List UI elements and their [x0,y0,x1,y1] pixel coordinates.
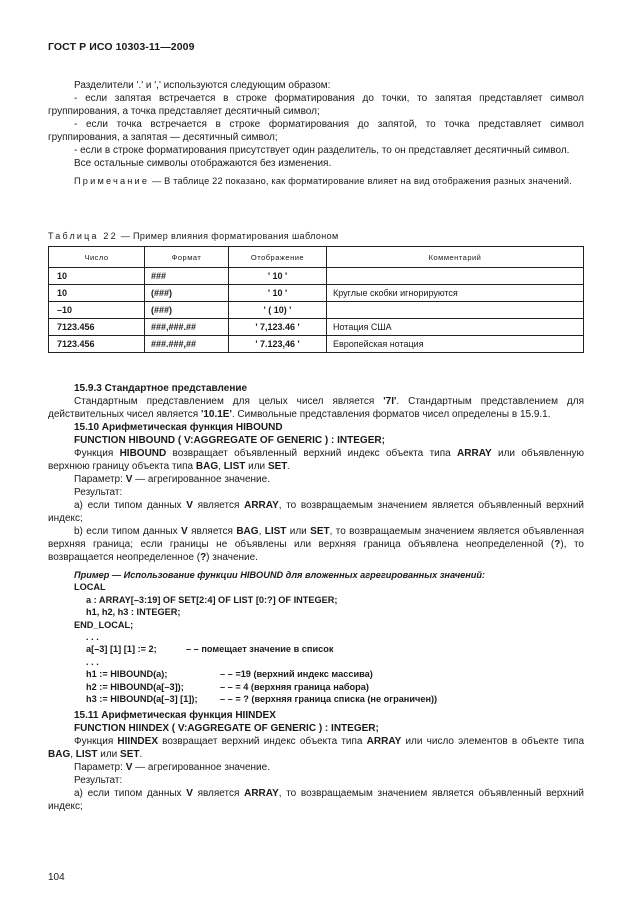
header-number: Число [49,247,145,268]
text-span: — агрегированное значение. [132,762,270,774]
cell-number: 10 [49,268,145,285]
intro-block [48,79,584,188]
text-span: , [218,461,224,472]
code-span: ? [200,552,207,563]
code-h3-line [48,693,584,705]
format-table [48,246,584,353]
parameter-line [48,761,584,774]
code-end-local: END_LOCAL; [74,619,134,630]
code-span: LIST [75,749,98,761]
table-caption-label: Таблица 22 [48,231,118,241]
text-span: Параметр: [74,474,126,485]
code-span: HIINDEX [117,736,158,748]
code-span: ARRAY [366,736,402,748]
cell-display: ' ( 10) ' [229,302,327,319]
parameter-line [48,473,584,486]
table-caption [48,231,339,241]
intro-line-1: Разделители '.' и ',' используются следующим образом: [74,80,331,91]
example-block [48,569,584,705]
code-h3: h3 := HIBOUND(a[–3] [1]); [86,694,198,705]
function-signature: FUNCTION HIBOUND ( V:AGGREGATE OF GENERIC ) : INTEGER; [74,435,385,446]
result-a [48,787,584,813]
text-span: , [70,749,76,761]
text-span: или [97,749,121,761]
function-signature: FUNCTION HIINDEX ( V:AGGREGATE OF GENERIC ) : INTEGER; [74,723,379,735]
table-header-row [49,247,584,268]
text-span: а) если типом данных [74,500,187,511]
code-dots-2: . . . [86,656,99,667]
function-description [48,735,584,761]
cell-number: 7123.456 [49,336,145,353]
text-span: , то возвращаемым значением является объявленная верхняя граница; если границы не объявлены или верхняя граница объявлена неопределенной ( [48,526,585,550]
code-h2-comment: – – = 4 (верхняя граница набора) [220,681,369,692]
text-span: . [287,461,291,472]
cell-comment [327,302,584,319]
code-local: LOCAL [74,582,106,593]
text-span: , то возвращаемым значением является объявленный верхний индекс; [48,500,585,524]
text-span: b) если типом данных [74,526,182,537]
code-decl-2: h1, h2, h3 : INTEGER; [86,607,181,618]
table-row [49,302,584,319]
section-15-11 [48,709,584,813]
note-label: Примечание [74,176,150,186]
code-span: SET [267,461,288,472]
code-h2: h2 := HIBOUND(a[–3]); [86,681,184,692]
code-span: LIST [223,461,246,472]
text-span: — агрегированное значение. [132,474,270,485]
code-dots: . . . [86,632,99,643]
table-row [49,319,584,336]
code-span: V [125,762,133,774]
cell-format: (###) [145,285,229,302]
result-b [48,525,584,564]
section-title-15-11: 15.11 Арифметическая функция HIINDEX [74,710,276,722]
text-span: , [258,526,265,537]
code-span: BAG [48,749,71,761]
code-span: ARRAY [244,500,279,511]
cell-format: (###) [145,302,229,319]
table-row [49,285,584,302]
code-assign-comment: – – помещает значение в список [186,644,334,655]
code-assign-line [48,643,584,655]
code-h1-comment: – – =19 (верхний индекс массива) [220,669,373,680]
text-span: или число элементов в объекте типа [401,736,585,748]
function-description [48,447,584,473]
text-span: является [192,788,245,800]
code-span: V [186,788,193,800]
note-text: — В таблице 22 показано, как форматирование влияет на вид отображения разных значений. [149,176,572,186]
code-h3-comment: – – = ? (верхняя граница списка (не ограничен)) [220,694,438,705]
code-span: SET [310,526,330,537]
text-span: . Символьные представления форматов чисел определены в 15.9.1. [231,409,551,420]
text-span: . [139,749,143,761]
code-span: LIST [264,526,287,537]
text-span: Функция [74,736,118,748]
code-span: V [186,500,193,511]
cell-format: ###,###.## [145,319,229,336]
text-span: или [245,461,268,472]
header-display: Отображение [229,247,327,268]
cell-display: ' 7,123.46 ' [229,319,327,336]
code-span: BAG [195,461,219,472]
text-span: возвращает объявленный верхний индекс объекта типа [166,448,458,459]
text-span: а) если типом данных [74,788,187,800]
cell-comment: Европейская нотация [327,336,584,353]
text-span: ), то возвращается неопределенное ( [48,539,584,563]
text-span: , то возвращаемым значением является объявленный верхний индекс; [48,788,585,813]
cell-number: –10 [49,302,145,319]
text-span: является [192,500,245,511]
table-caption-text: — Пример влияния форматирования шаблоном [117,231,339,241]
cell-format: ### [145,268,229,285]
example-title: Пример — Использование функции HIBOUND для вложенных агрегированных значений: [74,570,486,580]
text-span: или объявленную верхнюю границу объекта типа [48,448,584,472]
note-paragraph [48,175,584,188]
code-span: SET [120,749,140,761]
code-span: ARRAY [244,788,279,800]
text-span: возвращает верхний индекс объекта типа [157,736,367,748]
result-label: Результат: [74,487,123,498]
code-h1: h1 := HIBOUND(a); [86,669,168,680]
cell-comment [327,268,584,285]
cell-comment: Нотация США [327,319,584,336]
code-span: '7I' [383,396,397,407]
text-span: Параметр: [74,762,126,774]
code-span: V [181,526,188,537]
text-span: ) значение. [206,552,258,563]
header-comment: Комментарий [327,247,584,268]
text-span: является [187,526,237,537]
code-decl-1: a : ARRAY[–3:19] OF SET[2:4] OF LIST [0:?] OF INTEGER; [86,594,338,605]
code-assign: a[–3] [1] [1] := 2; [86,644,157,655]
header-format: Формат [145,247,229,268]
table-row [49,336,584,353]
cell-comment: Круглые скобки игнорируются [327,285,584,302]
section-title: 15.9.3 Стандартное представление [74,383,248,394]
intro-line-3: - если точка встречается в строке форматирования до запятой, то точка представляет символ группирования, а запятая — десятичный символ; [48,119,584,143]
text-span: Стандартным представлением для целых чисел является [74,396,384,407]
page-number: 104 [48,872,65,883]
code-h1-line [48,668,584,680]
code-span: ARRAY [457,448,492,459]
code-span: V [125,474,133,485]
intro-line-4: - если в строке форматирования присутствует один разделитель, то он представляет десятичный символ. [74,145,570,156]
cell-number: 7123.456 [49,319,145,336]
code-span: '10.1E' [200,409,232,420]
table-row [49,268,584,285]
cell-display: ' 10 ' [229,268,327,285]
text-span: или [286,526,311,537]
result-a [48,499,584,525]
intro-line-2: - если запятая встречается в строке форматирования до точки, то запятая представляет символ группирования, а точка представляет десятичный символ; [48,93,584,117]
text-span: Функция [74,448,120,459]
cell-display: ' 10 ' [229,285,327,302]
result-label: Результат: [74,775,123,787]
standard-header: ГОСТ Р ИСО 10303-11—2009 [48,41,195,53]
text-span: . Стандартным представлением для действительных чисел является [48,396,584,420]
code-h2-line [48,681,584,693]
cell-display: ' 7.123,46 ' [229,336,327,353]
section-paragraph [48,395,584,421]
section-15-9-3 [48,382,584,813]
section-title-15-10: 15.10 Арифметическая функция HIBOUND [74,422,283,433]
intro-line-5: Все остальные символы отображаются без изменения. [74,158,332,169]
code-span: HIBOUND [119,448,167,459]
cell-number: 10 [49,285,145,302]
code-span: BAG [236,526,259,537]
cell-format: ###.###,## [145,336,229,353]
code-span: ? [554,539,561,550]
